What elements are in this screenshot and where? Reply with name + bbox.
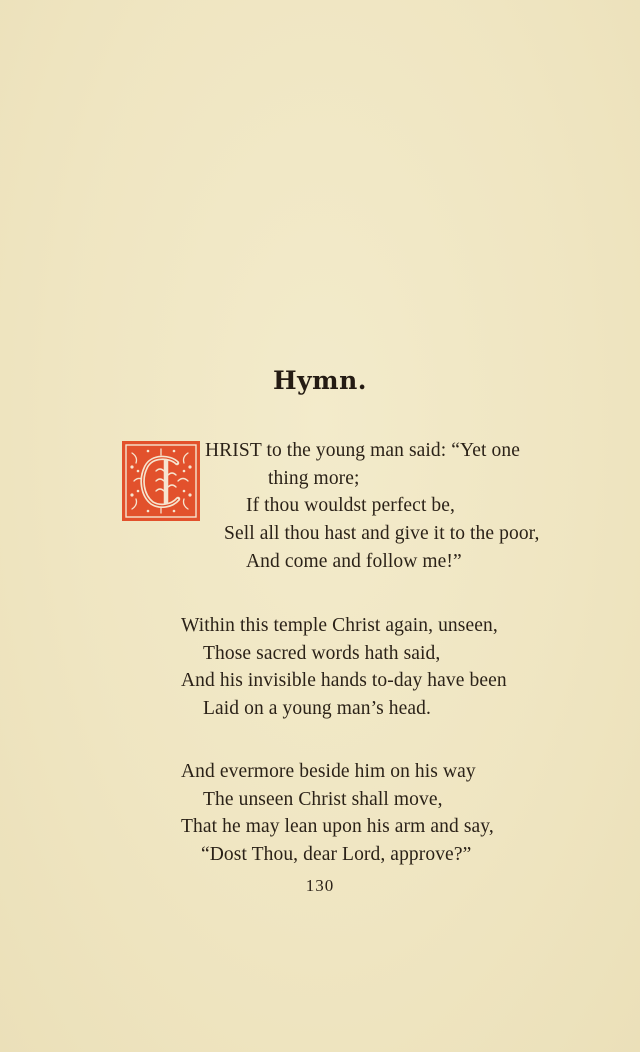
- poem-line: Within this temple Christ again, unseen,: [181, 615, 498, 636]
- poem-line: The unseen Christ shall move,: [203, 789, 443, 810]
- poem-title: Hymn.: [273, 366, 367, 395]
- poem-line: Those sacred words hath said,: [203, 643, 441, 664]
- poem-line: And come and follow me!”: [246, 551, 462, 572]
- poem-line: And evermore beside him on his way: [181, 761, 476, 782]
- ornamental-drop-cap: [122, 441, 200, 521]
- drop-cap-ornament-icon: [122, 441, 200, 521]
- page-number: 130: [305, 876, 335, 895]
- poem-line: HRIST to the young man said: “Yet one: [205, 440, 520, 461]
- poem-line: thing more;: [268, 468, 360, 489]
- poem-line: “Dost Thou, dear Lord, approve?”: [201, 844, 472, 865]
- poem-line: And his invisible hands to-day have been: [181, 670, 507, 691]
- poem-line: Laid on a young man’s head.: [203, 698, 431, 719]
- poem-line: Sell all thou hast and give it to the poor,: [224, 523, 540, 544]
- poem-line: If thou wouldst perfect be,: [246, 495, 456, 516]
- poem-line: That he may lean upon his arm and say,: [181, 816, 494, 837]
